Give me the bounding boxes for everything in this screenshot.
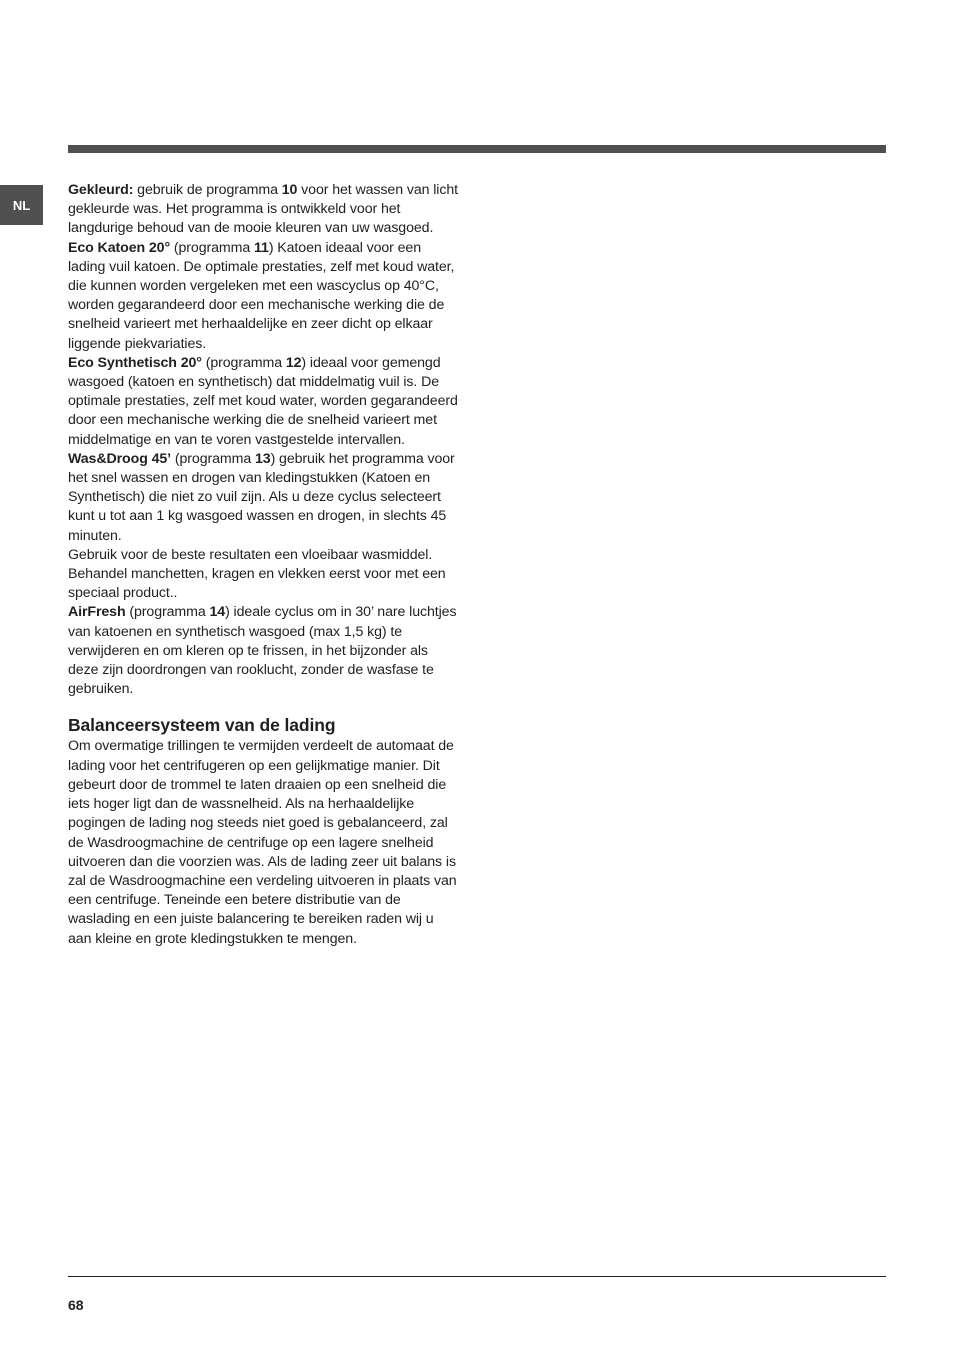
- program-title: Gekleurd:: [68, 182, 134, 198]
- program-number: 12: [285, 354, 302, 371]
- program-paragraph: [68, 450, 460, 546]
- program-text: ) Katoen ideaal voor een lading vuil katoen. De optimale prestaties, zelf met koud water, die kunnen worden vergeleken met een wascyclus op 40°C, worden gegarandeerd door een mechanische werking die de snelheid varieert met herhaaldelijke en zeer dicht op elkaar liggende piekvariaties.: [68, 239, 455, 352]
- language-tab: NL: [0, 185, 43, 225]
- program-paragraph: [68, 603, 460, 699]
- program-number: 11: [254, 239, 269, 256]
- program-paragraph: [68, 181, 460, 239]
- page-number: 68: [68, 1297, 84, 1313]
- program-title: Eco Synthetisch 20°: [68, 354, 202, 371]
- text-column: [68, 181, 460, 949]
- program-text: (programma: [170, 239, 254, 256]
- program-descriptions: [68, 181, 460, 699]
- program-paragraph: [68, 239, 460, 354]
- program-title: Was&Droog 45’: [68, 450, 172, 467]
- section-body: Om overmatige trillingen te vermijden verdeelt de automaat de lading voor het centrifugeren op een gelijkmatige manier. Dit gebeurt door de trommel te laten draaien op een snelheid die iets hoger ligt dan de wassnelheid. Als na herhaaldelijke pogingen de lading nog steeds niet goed is gebalanceerd, zal de Wasdroogmachine de centrifuge op een lagere snelheid uitvoeren dan die voorzien was. Als de lading zeer uit balans is zal de Wasdroogmachine een verdeling uitvoeren in plaats van een centrifuge. Teneinde een betere distributie van de waslading en een juiste balancering te bereiken raden wij u aan kleine en grote kledingstukken te mengen.: [68, 738, 457, 947]
- program-text: Gebruik voor de beste resultaten een vloeibaar wasmiddel. Behandel manchetten, kragen en vlekken eerst voor met een speciaal product..: [68, 546, 446, 602]
- program-text: (programma: [201, 354, 286, 371]
- program-text: ) ideaal voor gemengd wasgoed (katoen en synthetisch) dat middelmatig vuil is. De optimale prestaties, zelf met koud water, worden gegarandeerd door een mechanische werking die de snelheid varieert met middelmatige en van te voren vastgestelde intervallen.: [68, 354, 458, 448]
- program-paragraph: [68, 354, 460, 450]
- top-divider: [68, 145, 886, 153]
- program-text: voor het wassen van licht gekleurde was. Het programma is ontwikkeld voor het langdurige behoud van de mooie kleuren van uw wasgoed.: [68, 182, 458, 237]
- program-number: 13: [254, 450, 271, 467]
- program-text: (programma: [171, 450, 255, 467]
- program-title: AirFresh: [68, 604, 126, 621]
- program-text: (programma: [125, 604, 210, 621]
- program-title: Eco Katoen 20°: [68, 239, 171, 256]
- program-paragraph: [68, 546, 460, 604]
- program-number: 14: [209, 604, 226, 621]
- program-text: ) gebruik het programma voor het snel wassen en drogen van kledingstukken (Katoen en Synthetisch) die niet zo vuil zijn. Als u deze cyclus selecteert kunt u tot aan 1 kg wasgoed wassen en drogen, in slechts 45 minuten.: [68, 450, 455, 544]
- program-text: ) ideale cyclus om in 30’ nare luchtjes van katoenen en synthetisch wasgoed (max 1,5 kg) te verwijderen en om kleren op te frissen, in het bijzonder als deze zijn doordrongen van rooklucht, zonder de wasfase te gebruiken.: [68, 604, 457, 698]
- program-text: gebruik de programma: [133, 182, 282, 198]
- section-heading: Balanceersysteem van de lading: [68, 715, 336, 736]
- bottom-divider: [68, 1276, 886, 1277]
- program-number: 10: [281, 182, 298, 198]
